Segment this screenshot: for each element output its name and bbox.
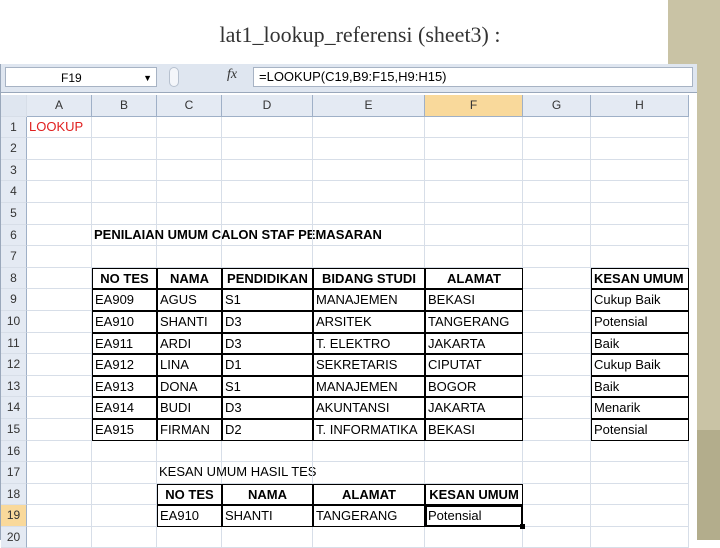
result-header[interactable]: NAMA [222, 484, 313, 506]
column-header-c[interactable]: C [157, 95, 222, 117]
result-header[interactable]: NO TES [157, 484, 222, 506]
row-header[interactable]: 20 [1, 527, 27, 548]
table-cell[interactable]: TANGERANG [425, 311, 523, 333]
table-cell[interactable]: D1 [222, 354, 313, 376]
result-cell[interactable]: TANGERANG [313, 505, 425, 527]
column-header-a[interactable]: A [27, 95, 92, 117]
row-header[interactable]: 10 [1, 311, 27, 333]
formula-bar-splitter[interactable] [169, 67, 179, 87]
result-cell[interactable]: EA910 [157, 505, 222, 527]
cell[interactable] [523, 225, 591, 247]
table-cell[interactable]: DONA [157, 376, 222, 398]
table-cell[interactable]: EA909 [92, 289, 157, 311]
cell[interactable] [27, 138, 92, 160]
name-box[interactable] [5, 67, 157, 87]
row-header[interactable]: 1 [1, 117, 27, 139]
cell-grid [1, 95, 689, 548]
column-header-g[interactable]: G [523, 95, 591, 117]
cell[interactable] [27, 311, 92, 333]
row-header[interactable]: 18 [1, 484, 27, 506]
table-cell[interactable]: T. ELEKTRO [313, 333, 425, 355]
table-header[interactable]: KESAN UMUM [591, 268, 689, 290]
table-cell[interactable]: JAKARTA [425, 333, 523, 355]
cell[interactable] [425, 117, 523, 139]
cell[interactable] [313, 441, 425, 463]
cell[interactable] [27, 462, 92, 484]
cell[interactable] [591, 160, 689, 182]
cell[interactable] [92, 441, 157, 463]
cell[interactable] [425, 225, 523, 247]
cell[interactable] [523, 419, 591, 441]
row-header[interactable]: 11 [1, 333, 27, 355]
cell[interactable] [157, 160, 222, 182]
cell[interactable] [523, 311, 591, 333]
table-cell[interactable]: BOGOR [425, 376, 523, 398]
cell[interactable] [27, 376, 92, 398]
formula-bar [1, 64, 697, 93]
table-cell[interactable]: S1 [222, 289, 313, 311]
cell[interactable] [523, 160, 591, 182]
cell[interactable] [591, 462, 689, 484]
cell[interactable] [591, 225, 689, 247]
row-header[interactable]: 13 [1, 376, 27, 398]
cell[interactable] [222, 160, 313, 182]
slide-title: lat1_lookup_referensi (sheet3) : [219, 22, 501, 47]
table-cell[interactable]: FIRMAN [157, 419, 222, 441]
table-cell[interactable]: AGUS [157, 289, 222, 311]
row-header[interactable]: 5 [1, 203, 27, 225]
cell[interactable] [425, 138, 523, 160]
cell[interactable] [27, 397, 92, 419]
row-header[interactable]: 14 [1, 397, 27, 419]
cell[interactable] [523, 203, 591, 225]
cell[interactable] [27, 527, 92, 548]
cell[interactable] [591, 117, 689, 139]
table-cell[interactable]: D3 [222, 397, 313, 419]
table-cell[interactable]: S1 [222, 376, 313, 398]
row-header[interactable]: 8 [1, 268, 27, 290]
cell[interactable] [313, 225, 425, 247]
row-header[interactable]: 15 [1, 419, 27, 441]
cell[interactable] [523, 289, 591, 311]
dropdown-arrow-icon[interactable]: ▼ [143, 73, 152, 83]
cell[interactable] [313, 246, 425, 268]
cell[interactable] [425, 246, 523, 268]
cell[interactable] [523, 354, 591, 376]
cell[interactable] [523, 376, 591, 398]
cell[interactable] [27, 181, 92, 203]
cell[interactable] [523, 138, 591, 160]
cell[interactable] [313, 527, 425, 548]
table-header[interactable]: BIDANG STUDI [313, 268, 425, 290]
cell[interactable] [425, 160, 523, 182]
cell[interactable] [157, 203, 222, 225]
table-cell[interactable]: MANAJEMEN [313, 289, 425, 311]
cell[interactable] [425, 441, 523, 463]
table-cell[interactable]: ARDI [157, 333, 222, 355]
sheet-heading[interactable]: PENILAIAN UMUM CALON STAF PEMASARAN [92, 225, 157, 247]
table-cell[interactable]: Cukup Baik [591, 354, 689, 376]
cell[interactable] [157, 441, 222, 463]
table-cell[interactable]: Baik [591, 333, 689, 355]
column-header-e[interactable]: E [313, 95, 425, 117]
cell[interactable] [27, 333, 92, 355]
cell[interactable] [222, 117, 313, 139]
table-cell[interactable]: EA912 [92, 354, 157, 376]
cell[interactable] [591, 484, 689, 506]
cell[interactable] [222, 225, 313, 247]
cell[interactable] [523, 268, 591, 290]
cell[interactable] [313, 181, 425, 203]
cell[interactable] [27, 505, 92, 527]
table-cell[interactable]: BEKASI [425, 289, 523, 311]
row-header[interactable]: 4 [1, 181, 27, 203]
cell[interactable] [523, 441, 591, 463]
cell[interactable] [313, 462, 425, 484]
row-header[interactable]: 17 [1, 462, 27, 484]
table-header[interactable]: NAMA [157, 268, 222, 290]
table-header[interactable]: PENDIDIKAN [222, 268, 313, 290]
cell[interactable] [523, 462, 591, 484]
spreadsheet-window [0, 64, 697, 544]
result-header[interactable]: KESAN UMUM [425, 484, 523, 506]
table-cell[interactable]: D2 [222, 419, 313, 441]
cell[interactable] [92, 160, 157, 182]
cell[interactable] [157, 527, 222, 548]
row-header[interactable]: 9 [1, 289, 27, 311]
row-header[interactable]: 3 [1, 160, 27, 182]
table-cell[interactable]: T. INFORMATIKA [313, 419, 425, 441]
row-header[interactable]: 7 [1, 246, 27, 268]
result-heading[interactable]: KESAN UMUM HASIL TES [157, 462, 222, 484]
table-cell[interactable]: SEKRETARIS [313, 354, 425, 376]
row-header[interactable]: 16 [1, 441, 27, 463]
cell[interactable] [523, 181, 591, 203]
table-cell[interactable]: D3 [222, 311, 313, 333]
cell[interactable] [92, 181, 157, 203]
table-cell[interactable]: D3 [222, 333, 313, 355]
name-box-value: F19 [61, 71, 82, 85]
table-cell[interactable]: JAKARTA [425, 397, 523, 419]
select-all-corner[interactable] [1, 95, 27, 117]
cell[interactable] [523, 117, 591, 139]
cell[interactable] [157, 225, 222, 247]
insert-function-icon[interactable]: fx [227, 67, 238, 82]
cell[interactable] [425, 462, 523, 484]
table-cell[interactable]: BUDI [157, 397, 222, 419]
table-header[interactable]: NO TES [92, 268, 157, 290]
cell[interactable] [523, 505, 591, 527]
cell[interactable] [157, 117, 222, 139]
cell[interactable] [157, 246, 222, 268]
cell[interactable] [157, 138, 222, 160]
row-header-selected[interactable]: 19 [1, 505, 27, 527]
table-cell[interactable]: Potensial [591, 311, 689, 333]
row-header[interactable]: 12 [1, 354, 27, 376]
cell[interactable] [222, 462, 313, 484]
active-cell-f19[interactable]: Potensial [425, 505, 523, 527]
cell[interactable] [591, 505, 689, 527]
cell[interactable] [523, 246, 591, 268]
cell[interactable] [27, 225, 92, 247]
cell[interactable] [313, 138, 425, 160]
cell[interactable] [313, 203, 425, 225]
cell[interactable] [591, 527, 689, 548]
cell[interactable] [92, 462, 157, 484]
cell[interactable] [27, 354, 92, 376]
cell[interactable] [92, 527, 157, 548]
cell[interactable] [27, 419, 92, 441]
row-header[interactable]: 6 [1, 225, 27, 247]
formula-input[interactable]: =LOOKUP(C19,B9:F15,H9:H15) [253, 67, 693, 87]
cell[interactable] [92, 117, 157, 139]
column-header-f[interactable]: F [425, 95, 523, 117]
cell[interactable] [523, 333, 591, 355]
cell[interactable] [222, 527, 313, 548]
cell[interactable] [523, 484, 591, 506]
table-cell[interactable]: LINA [157, 354, 222, 376]
table-cell[interactable]: EA914 [92, 397, 157, 419]
cell[interactable] [591, 246, 689, 268]
cell[interactable] [27, 268, 92, 290]
cell[interactable] [27, 289, 92, 311]
cell[interactable] [92, 505, 157, 527]
cell[interactable] [222, 441, 313, 463]
cell[interactable] [92, 484, 157, 506]
table-cell[interactable]: EA911 [92, 333, 157, 355]
table-cell[interactable]: EA915 [92, 419, 157, 441]
row-header[interactable]: 2 [1, 138, 27, 160]
cell-a1[interactable]: LOOKUP [27, 117, 92, 139]
column-header-b[interactable]: B [92, 95, 157, 117]
cell[interactable] [222, 246, 313, 268]
cell[interactable] [92, 138, 157, 160]
cell[interactable] [27, 160, 92, 182]
cell[interactable] [591, 138, 689, 160]
column-header-h[interactable]: H [591, 95, 689, 117]
cell[interactable] [27, 441, 92, 463]
cell[interactable] [591, 181, 689, 203]
table-cell[interactable]: SHANTI [157, 311, 222, 333]
table-cell[interactable]: Menarik [591, 397, 689, 419]
table-cell[interactable]: MANAJEMEN [313, 376, 425, 398]
cell[interactable] [222, 138, 313, 160]
cell[interactable] [157, 181, 222, 203]
cell[interactable] [523, 397, 591, 419]
table-cell[interactable]: AKUNTANSI [313, 397, 425, 419]
cell[interactable] [27, 246, 92, 268]
column-header-d[interactable]: D [222, 95, 313, 117]
table-cell[interactable]: ARSITEK [313, 311, 425, 333]
cell[interactable] [523, 527, 591, 548]
result-header[interactable]: ALAMAT [313, 484, 425, 506]
table-cell[interactable]: EA910 [92, 311, 157, 333]
table-cell[interactable]: CIPUTAT [425, 354, 523, 376]
cell[interactable] [313, 117, 425, 139]
cell[interactable] [92, 203, 157, 225]
cell[interactable] [27, 203, 92, 225]
cell[interactable] [425, 203, 523, 225]
cell[interactable] [425, 181, 523, 203]
cell[interactable] [27, 484, 92, 506]
cell[interactable] [222, 203, 313, 225]
table-cell[interactable]: Potensial [591, 419, 689, 441]
table-cell[interactable]: EA913 [92, 376, 157, 398]
table-cell[interactable]: Cukup Baik [591, 289, 689, 311]
table-cell[interactable]: BEKASI [425, 419, 523, 441]
table-cell[interactable]: Baik [591, 376, 689, 398]
cell[interactable] [313, 160, 425, 182]
result-cell[interactable]: SHANTI [222, 505, 313, 527]
cell[interactable] [222, 181, 313, 203]
cell[interactable] [591, 441, 689, 463]
table-header[interactable]: ALAMAT [425, 268, 523, 290]
cell[interactable] [92, 246, 157, 268]
cell[interactable] [591, 203, 689, 225]
cell[interactable] [425, 527, 523, 548]
